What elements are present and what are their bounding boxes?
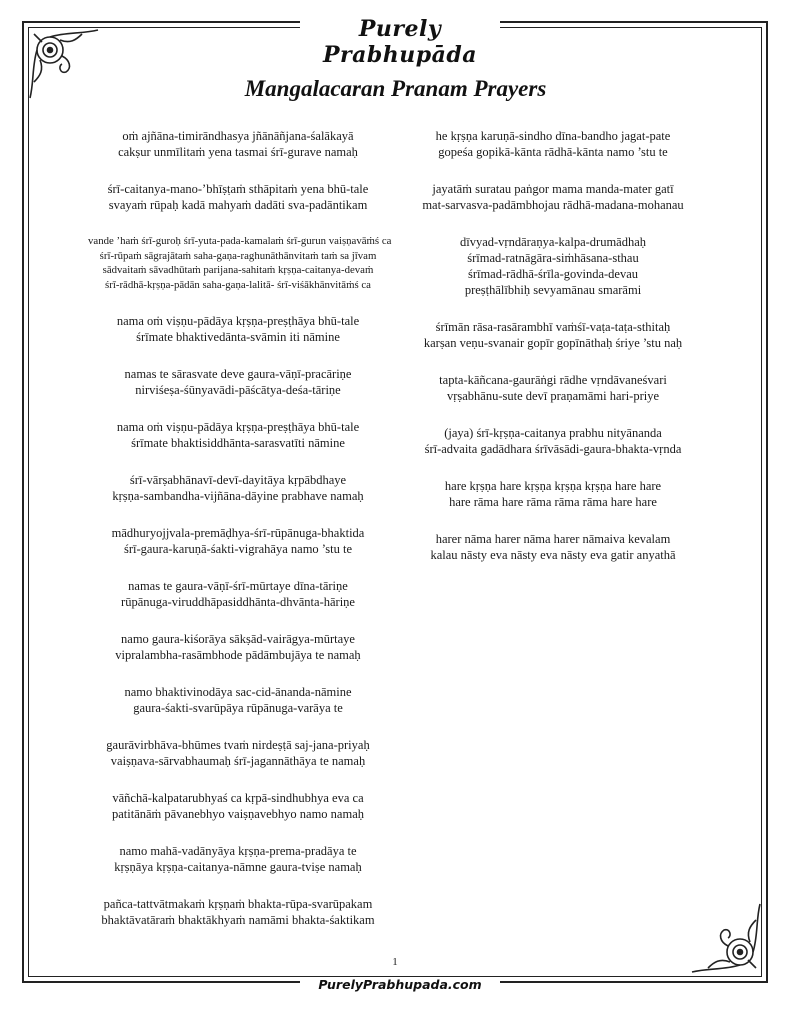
verse-line: vande ’haṁ śrī-guroḥ śrī-yuta-pada-kamalaṁ śrī-gurun vaiṣṇavāṁś ca	[88, 235, 392, 247]
verse	[403, 234, 703, 298]
verse	[88, 896, 388, 928]
verse-line: jayatāṁ suratau paṅgor mama manda-mater gatī	[432, 182, 674, 196]
verse-line: śrīmān rāsa-rasārambhī vaṁśī-vaṭa-taṭa-sthitaḥ	[435, 320, 671, 334]
verse	[88, 578, 388, 610]
verse-line: hare kṛṣṇa hare kṛṣṇa kṛṣṇa kṛṣṇa hare hare	[444, 479, 662, 493]
verse	[88, 843, 388, 875]
verse	[88, 631, 388, 663]
verse	[88, 684, 388, 716]
verse-line: (jaya) śrī-kṛṣṇa-caitanya prabhu nityānanda	[444, 426, 662, 440]
corner-ornament-bottom-right	[686, 898, 764, 976]
verse-line: cakṣur unmīlitaṁ yena tasmai śrī-gurave namaḥ	[118, 145, 358, 159]
verse-line: vāñchā-kalpatarubhyaś ca kṛpā-sindhubhya eva ca	[112, 791, 364, 805]
verse	[88, 525, 388, 557]
verse	[88, 234, 392, 292]
verse	[88, 181, 388, 213]
verse-line: śrī-rūpaṁ sāgrajātaṁ saha-gaṇa-raghunāthānvitaṁ taṁ sa jīvam	[99, 249, 377, 262]
verse-line: vṛṣabhānu-sute devī praṇamāmi hari-priye	[446, 389, 660, 403]
verse-line: śrīmad-rādhā-śrīla-govinda-devau	[467, 267, 639, 281]
verse-line: kṛṣṇa-sambandha-vijñāna-dāyine prabhave namaḥ	[112, 489, 364, 503]
verse-line: karṣan veṇu-svanair gopīr gopīnāthaḥ śriye ’stu naḥ	[423, 336, 683, 350]
verse-line: śrīmate bhaktivedānta-svāmin iti nāmine	[136, 330, 340, 344]
verse-line: vaiṣṇava-sārvabhaumaḥ śrī-jagannāthāya te namaḥ	[110, 754, 366, 768]
verse-line: śrī-caitanya-mano-’bhīṣṭaṁ sthāpitaṁ yena bhū-tale	[107, 182, 369, 196]
right-column	[403, 128, 703, 563]
page-title: Mangalacaran Pranam Prayers	[244, 76, 547, 101]
verse	[403, 128, 703, 160]
verse-line: oṁ ajñāna-timirāndhasya jñānāñjana-śalākayā	[122, 129, 354, 143]
verse	[403, 478, 703, 510]
verse	[403, 372, 703, 404]
verse-line: patitānāṁ pāvanebhyo vaiṣṇavebhyo namo namaḥ	[111, 807, 364, 821]
verse-line: śrīmad-ratnāgāra-siṁhāsana-sthau	[467, 251, 639, 265]
verse-line: sādvaitaṁ sāvadhūtaṁ parijana-sahitaṁ kṛṣṇa-caitanya-devaṁ	[102, 264, 374, 276]
verse-line: vipralambha-rasāmbhode pādāmbujāya te namaḥ	[115, 648, 361, 662]
verse-line: nirviśeṣa-śūnyavādi-pāścātya-deśa-tāriṇe	[135, 383, 341, 397]
verse	[88, 419, 388, 451]
verse	[403, 181, 703, 213]
verse-line: namas te gaura-vāṇī-śrī-mūrtaye dīna-tāriṇe	[128, 579, 348, 593]
verse-line: namo bhaktivinodāya sac-cid-ānanda-nāmine	[124, 685, 352, 699]
verse-line: svayaṁ rūpaḥ kadā mahyaṁ dadāti sva-padāntikam	[108, 198, 368, 212]
verse-line: dīvyad-vṛndāraṇya-kalpa-drumādhaḥ	[459, 235, 647, 249]
verse-line: śrī-gaura-karuṇā-śakti-vigrahāya namo ’stu te	[123, 542, 353, 556]
left-column	[88, 128, 392, 928]
verse	[88, 366, 388, 398]
verse-line: gaura-śakti-svarūpāya rūpānuga-varāya te	[133, 701, 343, 715]
verse-line: gaurāvirbhāva-bhūmes tvaṁ nirdeṣṭā saj-jana-priyaḥ	[106, 738, 370, 752]
verse-line: śrī-advaita gadādhara śrīvāsādi-gaura-bhakta-vṛnda	[424, 442, 682, 456]
verse	[88, 472, 388, 504]
verse-line: namo mahā-vadānyāya kṛṣṇa-prema-pradāya te	[119, 844, 357, 858]
verse-line: śrīmate bhaktisiddhānta-sarasvatīti nāmine	[131, 436, 345, 450]
verse-line: mat-sarvasva-padāmbhojau rādhā-madana-mohanau	[422, 198, 684, 212]
verse	[88, 128, 388, 160]
verse-line: śrī-vārṣabhānavī-devī-dayitāya kṛpābdhaye	[129, 473, 347, 487]
verse-line: namas te sārasvate deve gaura-vāṇī-pracāriṇe	[124, 367, 352, 381]
verse-line: nama oṁ viṣṇu-pādāya kṛṣṇa-preṣṭhāya bhū-tale	[116, 420, 360, 434]
verse-line: pañca-tattvātmakaṁ kṛṣṇaṁ bhakta-rūpa-svarūpakam	[103, 897, 373, 911]
verse-line: nama oṁ viṣṇu-pādāya kṛṣṇa-preṣṭhāya bhū-tale	[116, 314, 360, 328]
verse-line: kalau nāsty eva nāsty eva nāsty eva gatir anyathā	[430, 548, 676, 562]
verse-line: harer nāma harer nāma harer nāmaiva kevalam	[435, 532, 671, 546]
verse	[88, 790, 388, 822]
verse-line: rūpānuga-viruddhāpasiddhānta-dhvānta-hāriṇe	[121, 595, 355, 609]
verse	[403, 531, 703, 563]
page-number: 1	[392, 956, 398, 968]
verse-line: śrī-rādhā-kṛṣṇa-pādān saha-gaṇa-lalitā- śrī-viśākhānvitāṁś ca	[105, 278, 371, 291]
verse-line: tapta-kāñcana-gaurāṅgi rādhe vṛndāvaneśvari	[439, 373, 667, 387]
brand-logo-text: Purely Prabhupāda	[300, 16, 500, 68]
verse-line: bhaktāvatāraṁ bhaktākhyaṁ namāmi bhakta-śaktikam	[101, 913, 375, 927]
verse-line: namo gaura-kiśorāya sākṣād-vairāgya-mūrtaye	[121, 632, 355, 646]
footer-website-link[interactable]: PurelyPrabhupada.com	[300, 977, 500, 992]
verse-line: hare rāma hare rāma rāma rāma hare hare	[449, 495, 657, 509]
verse-line: he kṛṣṇa karuṇā-sindho dīna-bandho jagat-pate	[435, 129, 671, 143]
verse	[403, 319, 703, 351]
verse	[403, 425, 703, 457]
verse-line: preṣṭhālībhiḥ sevyamānau smarāmi	[464, 283, 642, 297]
verse-line: mādhuryojjvala-premāḍhya-śrī-rūpānuga-bhaktida	[111, 526, 365, 540]
verse	[88, 313, 388, 345]
verse-line: kṛṣṇāya kṛṣṇa-caitanya-nāmne gaura-tviṣe namaḥ	[114, 860, 362, 874]
verse-line: gopeśa gopikā-kānta rādhā-kānta namo ’stu te	[438, 145, 668, 159]
verse	[88, 737, 388, 769]
